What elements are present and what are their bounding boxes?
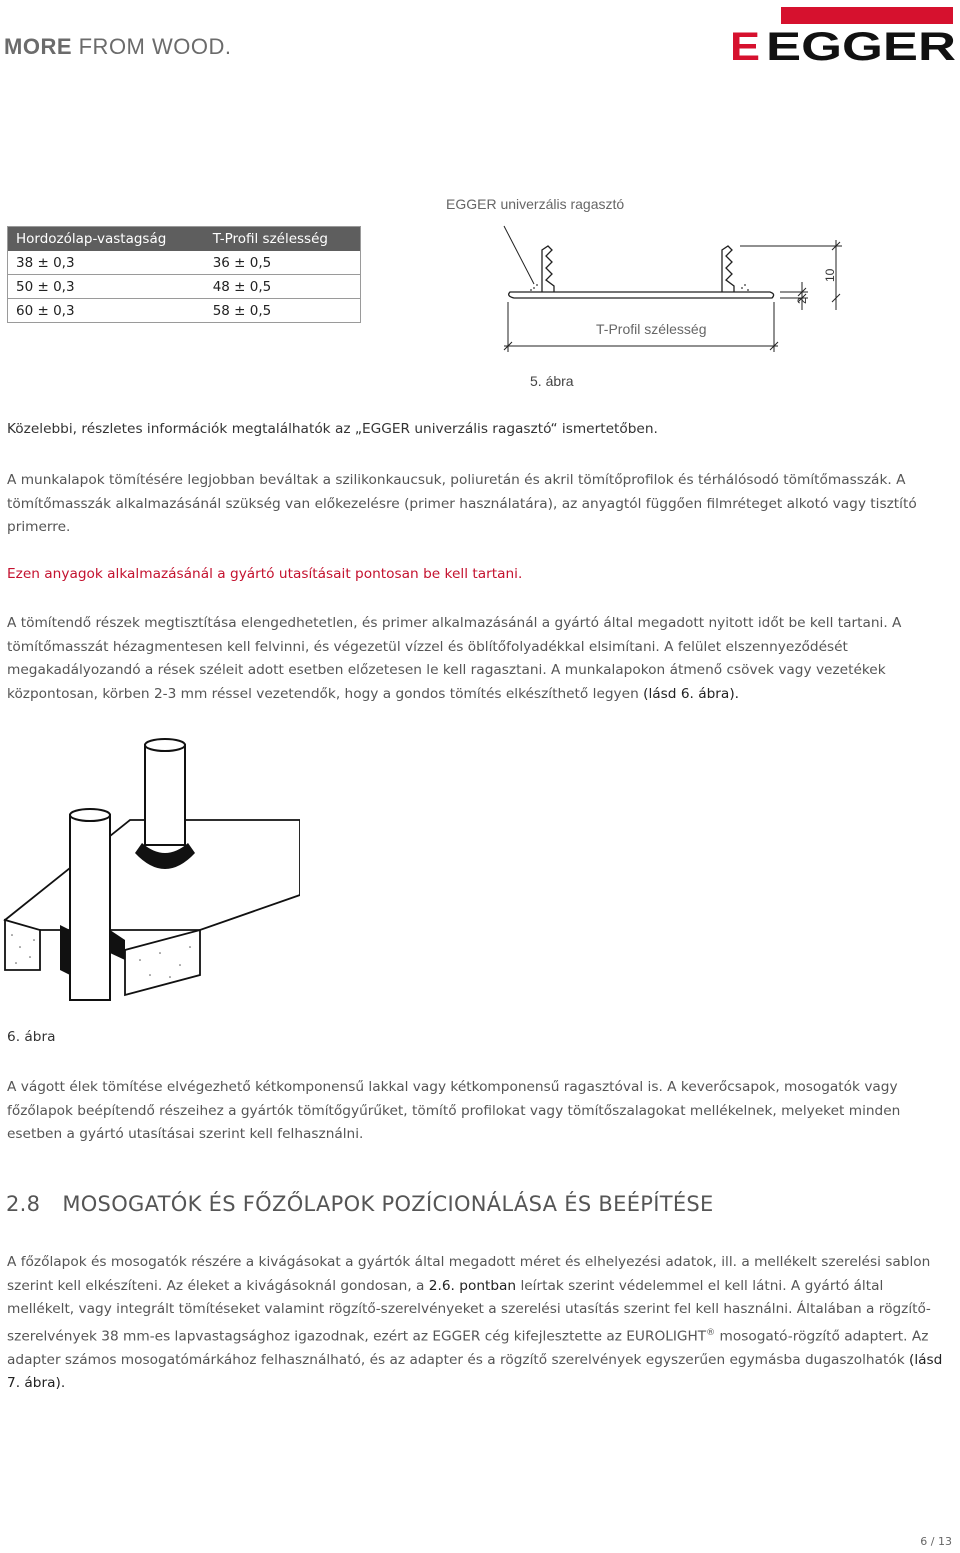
section-number: 2.8 xyxy=(6,1192,41,1216)
table-row xyxy=(8,251,361,275)
fig6-caption: 6. ábra xyxy=(7,1029,56,1045)
dim-small-label: 2 xyxy=(795,297,809,304)
fig5-caption: 5. ábra xyxy=(530,373,574,389)
paragraph-cleaning-text: A tömítendő részek megtisztítása elengedhetetlen, és primer alkalmazásánál a gyártó által megadott nyitott időt be kell tartani. A tömítőmasszát hézagmentesen kell felvinni, és végezetül vízzel és öblítőfolyadékkal elsimítani. A felület elszennyeződését megakadályozandó a rések széleit adott esetben előzetesen le kell ragasztani. A munkalapokon átmenő csövek vagy vezetékek központosan, körben 2-3 mm réssel vezetendők, hogy a gondos tömítés elkészíthető legyen xyxy=(7,615,902,702)
page-number: 6 / 13 xyxy=(920,1535,952,1548)
cutouts-text-a: A főzőlapok és mosogatók részére a kivágásokat a gyártók által megadott méret és elhelyezési adatok, ill. a mellékelt szerelési sablon szerint kell elkészíteni. Az éleket a kivágásoknál gondosan, a xyxy=(7,1254,931,1294)
pipe-through-worktop-drawing xyxy=(0,725,300,1010)
paragraph-reference: Közelebbi, részletes információk megtalálhatók az „EGGER univerzális ragasztó“ ismertetőben. xyxy=(7,421,658,437)
section-heading xyxy=(6,1192,714,1216)
paragraph-cutouts xyxy=(7,1251,952,1396)
cutouts-text-b: leírtak szerint védelemmel el kell látni. A gyártó által mellékelt, vagy integrált tömítéseket valamint rögzítő-szerelvényeket a szerelési utasítás szerint fel kell használni. Általában a rögzítő-szerelvények 38 mm-es lapvastagsághoz igazodnak, ezért az EGGER cég kifejlesztette az EUROLIGHT xyxy=(7,1277,931,1345)
paragraph-cleaning xyxy=(7,612,952,706)
svg-text:E: E xyxy=(730,26,760,66)
header-profile-width: T-Profil szélesség xyxy=(205,227,361,252)
table-row xyxy=(8,275,361,299)
fig5-width-label: T-Profil szélesség xyxy=(596,321,707,337)
table-cell: 38 ± 0,3 xyxy=(8,251,205,275)
tagline-bold: MORE xyxy=(4,34,72,59)
logo-red-bar xyxy=(781,7,953,24)
fig6-reference: (lásd 6. ábra). xyxy=(638,685,740,702)
tagline-rest: FROM WOOD. xyxy=(72,34,232,59)
spec-table-header xyxy=(8,227,361,252)
egger-logo xyxy=(730,26,956,66)
table-cell: 48 ± 0,5 xyxy=(205,275,361,299)
paragraph-edges: A vágott élek tömítése elvégezhető kétkomponensű lakkal vagy kétkomponensű ragasztóval is. A keverőcsapok, mosogatók vagy főzőlapok beépítendő részeihez a gyártók tömítőgyűrűket, tömítő profilokat vagy tömítőszalagokat mellékelnek, melyeket minden esetben a gyártó utasításai szerint kell felhasználni. xyxy=(7,1079,901,1142)
tagline xyxy=(4,34,231,60)
registered-mark: ® xyxy=(706,1327,716,1338)
paragraph-warning: Ezen anyagok alkalmazásánál a gyártó utasításait pontosan be kell tartani. xyxy=(7,566,523,582)
header-thickness: Hordozólap-vastagság xyxy=(8,227,205,252)
section-title: MOSOGATÓK ÉS FŐZŐLAPOK POZÍCIONÁLÁSA ÉS BEÉPÍTÉSE xyxy=(62,1192,714,1216)
table-cell: 36 ± 0,5 xyxy=(205,251,361,275)
fig5-adhesive-label: EGGER univerzális ragasztó xyxy=(446,196,625,212)
cutouts-text-c: mosogató-rögzítő adaptert. Az adapter számos mosogatómárkához felhasználható, és az adapter és a rögzítő szerelvények egyszerűen egymásba dugaszolhatók xyxy=(7,1328,929,1368)
dim-large-label: 10 xyxy=(823,268,837,282)
paragraph-sealing: A munkalapok tömítésére legjobban beváltak a szilikonkaucsuk, poliuretán és akril tömítőprofilok és térhálósodó tömítőmasszák. A tömítőmasszák alkalmazásánál szükség van előkezelésre (primer használatára), az anyagtól függően filmréteget alkotó vagy tisztító primerre. xyxy=(7,472,917,535)
spec-table xyxy=(7,226,361,323)
table-cell: 50 ± 0,3 xyxy=(8,275,205,299)
section-reference-link[interactable]: 2.6. pontban xyxy=(428,1277,517,1294)
table-cell: 60 ± 0,3 xyxy=(8,299,205,323)
fig7-reference: (lásd 7. ábra). xyxy=(7,1351,943,1392)
table-cell: 58 ± 0,5 xyxy=(205,299,361,323)
logo-wordmark: EGGER xyxy=(766,26,956,66)
table-row xyxy=(8,299,361,323)
